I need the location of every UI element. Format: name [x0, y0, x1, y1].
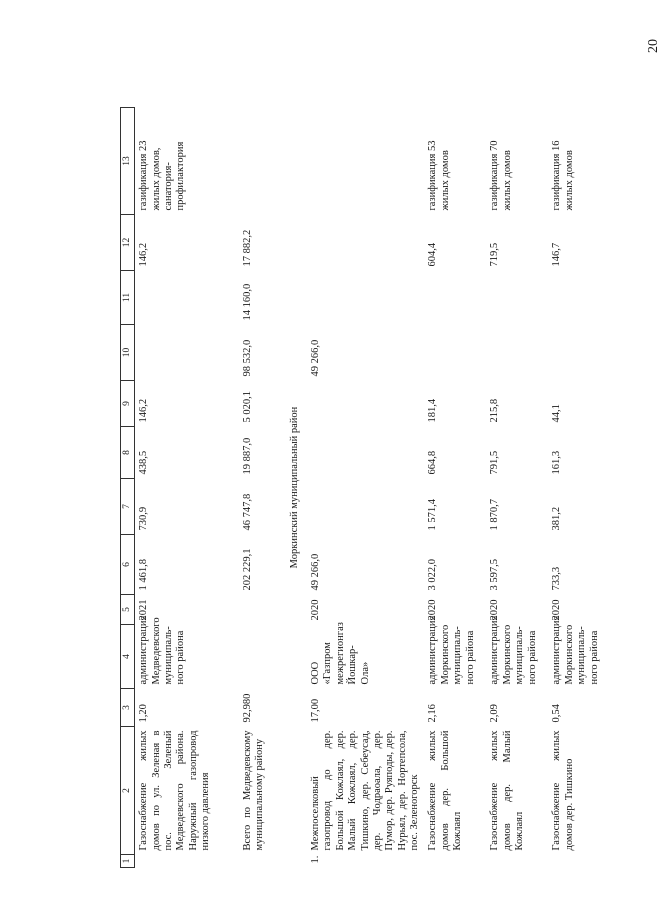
cell-length: 17,00 — [310, 698, 322, 723]
cell-value: 381,2 — [551, 506, 563, 531]
cell-value: 1 870,7 — [489, 499, 501, 531]
column-header: 4 — [121, 625, 135, 689]
total-row — [239, 108, 283, 868]
table-row — [548, 108, 610, 868]
column-header: 1 — [121, 855, 135, 868]
cell-value: 719,5 — [489, 242, 501, 267]
cell-value — [424, 325, 486, 381]
cell-index — [239, 855, 283, 868]
cell-object: Газоснабжение жилых домов по ул. Зеленая в пос. Зеленый Медведевского района. Наружный газопровод низкого давления — [138, 730, 212, 851]
cell-total: 733,3 — [551, 566, 563, 591]
cell-object: Газоснабжение жилых домов дер. Малый Кожлаял — [489, 730, 526, 851]
cell-value: 438,5 — [138, 450, 150, 475]
cell-value: 730,9 — [138, 506, 150, 531]
column-header: 5 — [121, 595, 135, 625]
cell-value — [307, 215, 424, 271]
cell-value — [424, 271, 486, 325]
cell-length: 1,20 — [138, 704, 150, 723]
cell-object: Газоснабжение жилых домов дер. Большой Кожлаял — [427, 730, 464, 851]
cell-year: 2020 — [427, 599, 439, 621]
cell-customer: ООО «Газпром межрегионгаз Йошкар-Ола» — [310, 622, 371, 685]
table-row — [135, 108, 239, 868]
cell-index — [135, 855, 239, 868]
cell-customer: администрация Медведевского муниципаль-ного района — [138, 615, 187, 685]
cell-value: 14 160,0 — [241, 283, 253, 321]
cell-customer: администрация Моркинского муниципаль-ного района — [551, 615, 600, 685]
cell-length: 2,16 — [427, 704, 439, 723]
cell-customer — [239, 625, 283, 689]
column-header: 6 — [121, 535, 135, 595]
cell-result: газификация 16 жилых домов — [551, 140, 575, 211]
cell-index — [486, 855, 548, 868]
cell-total: 1 461,8 — [138, 559, 150, 591]
column-header: 8 — [121, 427, 135, 479]
cell-object: Всего по Медведевскому муниципальному району — [241, 730, 266, 851]
cell-year: 2020 — [310, 599, 322, 621]
cell-value — [548, 325, 610, 381]
cell-value — [307, 479, 424, 535]
cell-value — [486, 325, 548, 381]
cell-customer: администрация Моркинского муниципаль-ного района — [427, 615, 476, 685]
cell-value: 791,5 — [489, 450, 501, 475]
cell-year: 2021 — [138, 599, 150, 621]
cell-value — [548, 271, 610, 325]
cell-object: Межпоселковый газопровод до дер. Большой Кожлаял, дер. Малый Кожлаял, дер. Тишкино, дер. Себеусад, дер. Чодраоала, дер. Пумор, дер. Руяподы, дер. Нурьял, дер. Нортепсола, пос. Зеленогорск — [310, 730, 421, 851]
cell-value — [307, 427, 424, 479]
gasification-table — [120, 107, 610, 868]
cell-result: газификация 70 жилых домов — [489, 140, 513, 211]
table-row — [486, 108, 548, 868]
cell-result — [239, 108, 283, 215]
column-header: 9 — [121, 381, 135, 427]
cell-value — [135, 271, 239, 325]
cell-value: 5 020,1 — [241, 391, 253, 423]
page-number: 20 — [646, 39, 661, 53]
cell-result — [307, 108, 424, 215]
cell-length: 92,980 — [241, 693, 253, 723]
cell-total: 3 597,5 — [489, 559, 501, 591]
cell-total: 3 022,0 — [427, 559, 439, 591]
cell-result: газификация 23 жилых домов, санатория-профилактория — [138, 140, 187, 211]
cell-value — [135, 325, 239, 381]
table-header — [121, 108, 135, 868]
cell-value — [307, 381, 424, 427]
cell-index: 1. — [310, 855, 322, 864]
cell-value: 181,4 — [427, 398, 439, 423]
region-title: Моркинский муниципальный район — [288, 406, 300, 569]
column-header: 10 — [121, 325, 135, 381]
cell-value: 146,2 — [138, 242, 150, 267]
cell-value: 604,4 — [427, 242, 439, 267]
cell-value — [486, 271, 548, 325]
cell-value: 44,1 — [551, 404, 563, 423]
cell-index — [424, 855, 486, 868]
cell-value: 19 887,0 — [241, 437, 253, 475]
cell-year — [239, 595, 283, 625]
region-row — [283, 108, 307, 868]
cell-value — [307, 271, 424, 325]
cell-result: газификация 53 жилых домов — [427, 140, 451, 211]
cell-customer: администрация Моркинского муниципаль-ного района — [489, 615, 538, 685]
column-header: 12 — [121, 215, 135, 271]
cell-year: 2020 — [489, 599, 501, 621]
cell-object: Газоснабжение жилых домов дер. Тишкино — [551, 730, 575, 851]
table-row — [307, 108, 424, 868]
cell-year: 2020 — [551, 599, 563, 621]
cell-value: 146,2 — [138, 398, 150, 423]
column-header: 3 — [121, 689, 135, 727]
cell-value: 46 747,8 — [241, 493, 253, 531]
column-header: 11 — [121, 271, 135, 325]
cell-index — [548, 855, 610, 868]
column-header: 2 — [121, 727, 135, 855]
cell-value: 17 882,2 — [241, 229, 253, 267]
cell-value: 49 266,0 — [310, 339, 322, 377]
cell-value: 98 532,0 — [241, 339, 253, 377]
column-header: 7 — [121, 479, 135, 535]
column-header: 13 — [121, 108, 135, 215]
cell-length: 0,54 — [551, 704, 563, 723]
cell-value: 146,7 — [551, 242, 563, 267]
cell-total: 202 229,1 — [241, 548, 253, 591]
cell-value: 1 571,4 — [427, 499, 439, 531]
cell-value: 664,8 — [427, 450, 439, 475]
cell-value: 215,8 — [489, 398, 501, 423]
table-row — [424, 108, 486, 868]
cell-total: 49 266,0 — [310, 553, 322, 591]
cell-value: 161,3 — [551, 450, 563, 475]
cell-length: 2,09 — [489, 704, 501, 723]
rotated-table-frame — [120, 108, 600, 868]
